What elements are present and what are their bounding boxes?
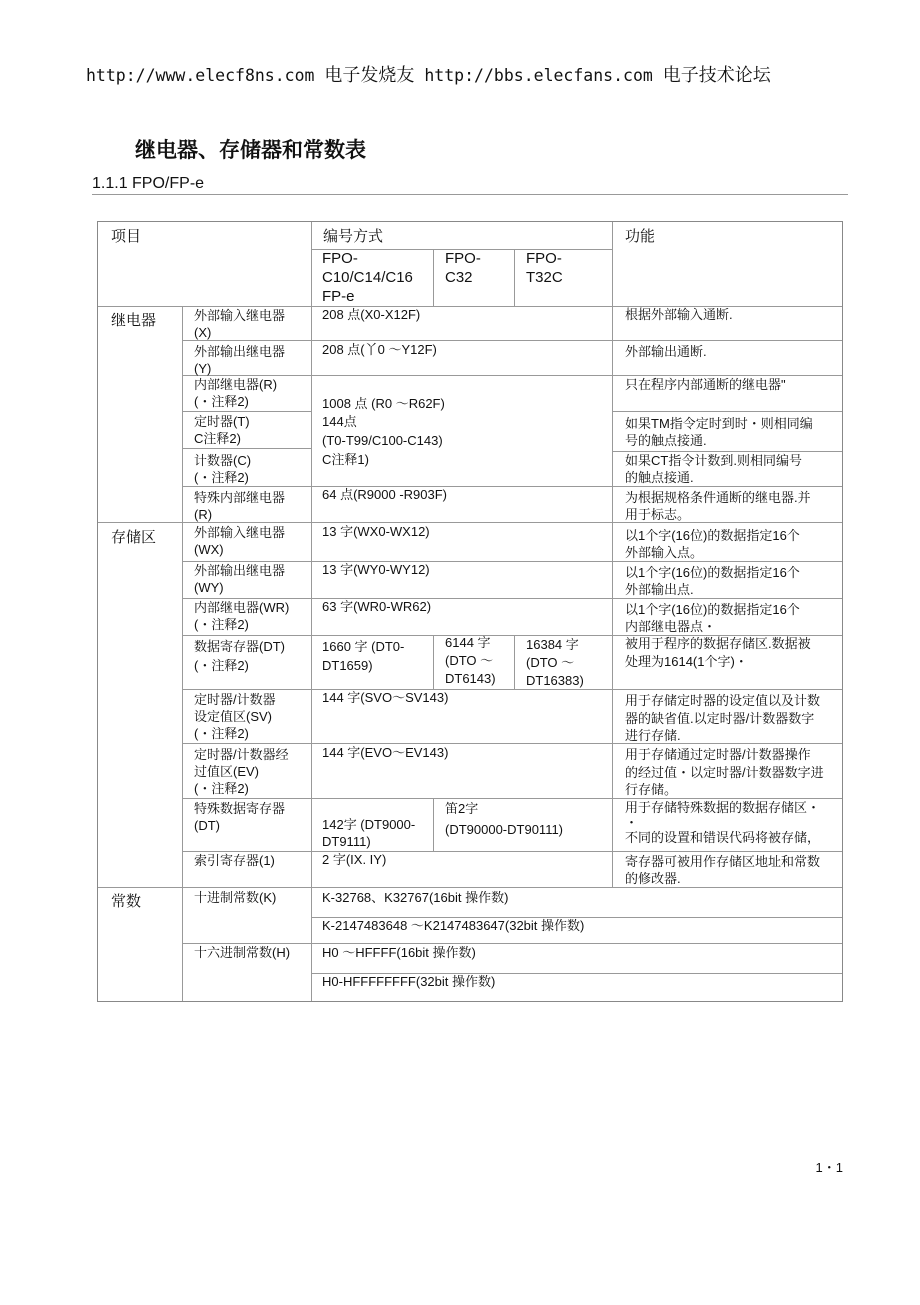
constant-name: 十六进制常数(H) xyxy=(194,945,291,960)
memory-name: 定时器/计数器经 过值区(EV) (・注释2) xyxy=(194,747,289,796)
relay-value: 208 点(丫0 ～Y12F) xyxy=(322,342,437,357)
memory-function: 以1个字(16位)的数据指定16个 内部继电器点・ xyxy=(625,602,800,634)
column-divider xyxy=(433,249,434,306)
relay-function: 外部输出通断. xyxy=(625,344,707,359)
header-model-c10-c14-c16: FPO- C10/C14/C16 FP-e xyxy=(322,250,413,305)
group-relay: 继电器 xyxy=(111,312,157,329)
memory-name: 内部继电器(WR) (・注释2) xyxy=(194,600,290,632)
memory-name: 索引寄存器(1) xyxy=(194,853,275,868)
row-divider xyxy=(182,411,311,412)
relay-function: 如果TM指令定时到时・则相同编 号的触点接通. xyxy=(625,416,813,448)
constant-name: 十进制常数(K) xyxy=(194,890,277,905)
relay-name: 计数器(C) (・注释2) xyxy=(194,453,252,485)
column-divider xyxy=(433,798,434,851)
constant-value-32bit: K-2147483648 ～K2147483647(32bit 操作数) xyxy=(322,918,585,933)
page-title: 继电器、存储器和常数表 xyxy=(135,138,366,162)
constant-value-32bit: H0-HFFFFFFFF(32bit 操作数) xyxy=(322,974,496,989)
column-divider xyxy=(612,222,613,887)
relay-value: 1008 点 (R0 ～R62F) xyxy=(322,396,445,411)
group-memory: 存储区 xyxy=(111,529,157,546)
row-divider xyxy=(182,448,311,449)
memory-value-c32: 6144 字 (DTO ～ DT6143) xyxy=(445,635,496,686)
constant-value-16bit: H0 ～HFFFF(16bit 操作数) xyxy=(322,945,476,960)
relay-name: 内部继电器(R) (・注释2) xyxy=(194,377,278,409)
relay-name: 外部输出继电器 (Y) xyxy=(194,344,286,376)
memory-name: 特殊数据寄存器 (DT) xyxy=(194,801,286,833)
page-number: 1・1 xyxy=(815,1160,843,1175)
memory-value-t32c: 16384 字 (DTO ～ DT16383) xyxy=(526,637,584,688)
header-site-name-2: 电子技术论坛 xyxy=(662,65,771,86)
section-rule xyxy=(92,194,848,195)
memory-function: 被用于程序的数据存储区.数据被 处理为1614(1个字)・ xyxy=(625,636,811,669)
memory-value: 63 字(WR0-WR62) xyxy=(322,599,432,614)
memory-name: 外部输出继电器 (WY) xyxy=(194,563,286,595)
memory-value-c10: 142字 (DT9000- DT9111) xyxy=(322,817,416,849)
header-url-2: http://bbs.elecfans.com xyxy=(424,66,653,85)
memory-value-c10: 1660 字 (DT0- DT1659) xyxy=(322,639,405,673)
memory-value: 2 字(IX. IY) xyxy=(322,852,387,867)
relay-function: 为根据规格条件通断的继电器.并 用于标志。 xyxy=(625,490,811,522)
memory-name: 定时器/计数器 设定值区(SV) (・注释2) xyxy=(194,692,276,741)
header-numbering: 编号方式 xyxy=(323,228,384,245)
constant-value-16bit: K-32768、K32767(16bit 操作数) xyxy=(322,890,509,905)
memory-function: 用于存储通过定时器/计数器操作 的经过值・以定时器/计数器数字进 行存储。 xyxy=(625,747,824,797)
row-divider xyxy=(612,411,842,412)
relay-function: 如果CT指令计数到.则相同编号 的触点接通. xyxy=(625,453,802,485)
row-divider xyxy=(182,689,842,690)
memory-name: 数据寄存器(DT) (・注释2) xyxy=(194,639,285,673)
memory-name: 外部输入继电器 (WX) xyxy=(194,525,286,557)
header-item: 项目 xyxy=(111,228,142,245)
row-divider xyxy=(98,887,842,888)
memory-function: 用于存储定时器的设定值以及计数 器的缺省值.以定时器/计数器数字 进行存储. xyxy=(625,693,821,743)
header-site-name-1: 电子发烧友 xyxy=(324,65,415,86)
column-divider xyxy=(514,635,515,689)
column-divider xyxy=(433,635,434,689)
relay-value: 208 点(X0-X12F) xyxy=(322,307,421,322)
row-divider xyxy=(182,851,842,852)
header-model-t32c: FPO- T32C xyxy=(526,250,563,286)
memory-value: 13 字(WX0-WX12) xyxy=(322,524,430,539)
header-model-c32: FPO- C32 xyxy=(445,250,481,286)
memory-value: 144 字(EVO～EV143) xyxy=(322,745,449,760)
memory-function: 寄存器可被用作存储区地址和常数 的修改器. xyxy=(625,854,821,886)
memory-value: 144 字(SVO～SV143) xyxy=(322,690,449,705)
relay-name: 外部输入继电器 (X) xyxy=(194,308,286,340)
header-function: 功能 xyxy=(625,228,656,245)
section-heading: 1.1.1 FPO/FP-e xyxy=(92,175,205,192)
page-header xyxy=(86,61,846,87)
relay-name: 定时器(T) C注释2) xyxy=(194,414,250,446)
group-constant: 常数 xyxy=(111,893,142,910)
memory-value-c32-t32c: 笛2字 (DT90000-DT90111) xyxy=(445,801,564,837)
row-divider xyxy=(182,486,842,487)
relay-value: 64 点(R9000 -R903F) xyxy=(322,487,447,502)
relay-value: 144点 (T0-T99/C100-C143) C注释1) xyxy=(322,414,443,467)
relay-function: 根据外部输入通断. xyxy=(625,307,733,322)
memory-value: 13 字(WY0-WY12) xyxy=(322,562,430,577)
column-divider xyxy=(182,306,183,1001)
memory-function: 用于存储特殊数据的数据存储区・ ・ 不同的设置和错误代码将被存储， xyxy=(625,800,821,845)
header-url-1: http://www.elecf8ns.com xyxy=(86,66,315,85)
memory-function: 以1个字(16位)的数据指定16个 外部输出点. xyxy=(625,565,800,597)
relay-name: 特殊内部继电器 (R) xyxy=(194,490,286,522)
column-divider xyxy=(514,249,515,306)
register-table xyxy=(97,221,843,1002)
memory-function: 以1个字(16位)的数据指定16个 外部输入点。 xyxy=(625,528,800,560)
relay-function: 只在程序内部通断的继电器" xyxy=(625,377,786,392)
column-divider xyxy=(311,222,312,1001)
